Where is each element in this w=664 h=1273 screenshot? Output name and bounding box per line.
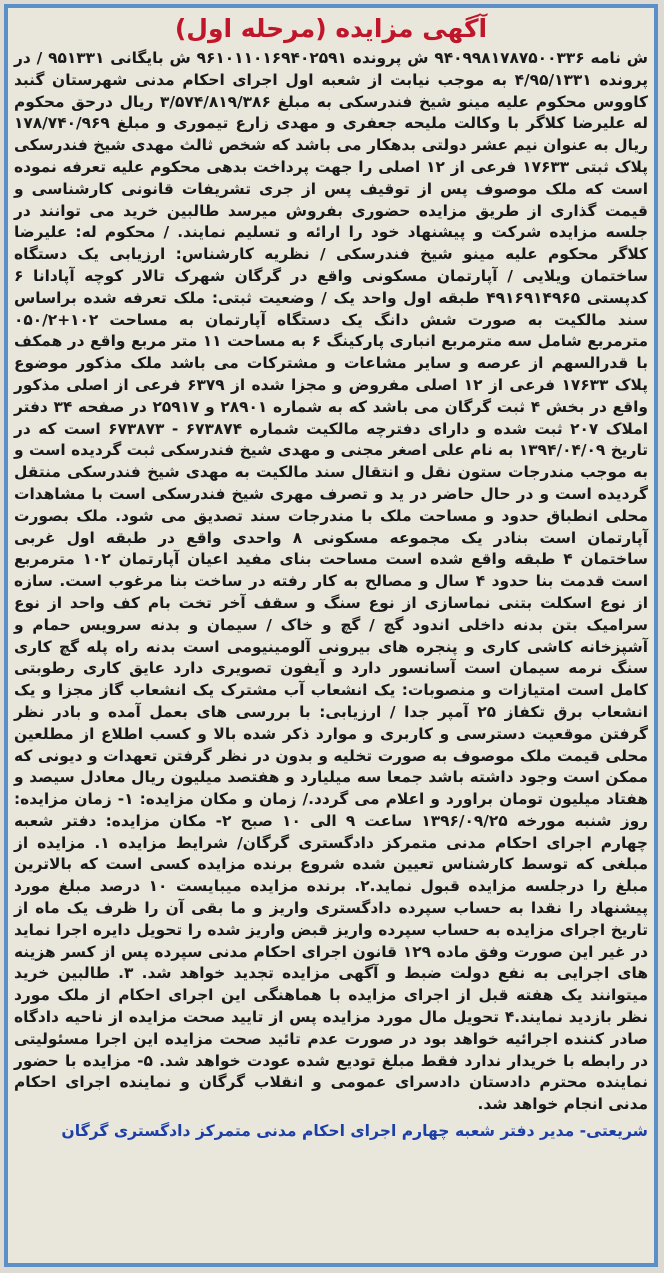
notice-content: [14, 12, 648, 1259]
notice-title: آگهی مزایده (مرحله اول): [174, 14, 488, 43]
notice-signature: شریعتی- مدیر دفتر شعبه چهارم اجرای احکام مدنی متمرکز دادگستری گرگان: [61, 1122, 648, 1141]
notice-frame: [4, 4, 658, 1267]
notice-body: ش نامه ۹۴۰۹۹۸۱۷۸۷۵۰۰۳۳۶ ش پرونده ۹۶۱۰۱۱۰۱۶۹۴۰۲۵۹۱ ش بایگانی ۹۵۱۳۳۱ / در پرونده ۴/۹۵/۱۳۳۱ به موجب نیابت از شعبه اول اجرای احکام مدنی شهرستان گنبد کاووس محکوم علیه مینو شیخ فندرسکی به مبلغ ۳/۵۷۴/۸۱۹/۳۸۶ ریال درحق محکوم له علیرضا کلاگر با وکالت ملیحه جعفری و مهدی زارع تیموری و مبلغ ۱۷۸/۷۴۰/۹۶۹ ریال به عنوان نیم عشر دولتی بدهکار می باشد که شخص ثالث مهدی شیخ فندرسکی پلاک ثبتی ۱۷۶۳۳ فرعی از ۱۲ اصلی را جهت پرداخت بدهی محکوم علیه تعرفه نموده است که ملک موصوف پس از توقیف پس از جری تشریفات قانونی کارشناسی و قیمت گذاری از طریق مزایده حضوری بفروش میرسد طالبین خرید می توانند در جلسه مزایده شرکت و پیشنهاد خود را ارائه و تسلیم نمایند. / محکوم له: علیرضا کلاگر محکوم علیه مینو شیخ فندرسکی / نظریه کارشناس: ارزیابی یک دستگاه ساختمان ویلایی / آپارتمان مسکونی واقع در گرگان شهرک تالار کوچه آپادانا ۶ کدپستی ۴۹۱۶۹۱۴۹۶۵ طبقه اول واحد یک / وضعیت ثبتی: ملک تعرفه شده براساس سند مالکیت به صورت شش دانگ یک دستگاه آپارتمان به مساحت ۱۰۲+۰۵۰/۲ مترمربع شامل سه مترمربع انباری پارکینگ ۶ به مساحت ۱۱ متر مربع واقع در همکف با قدرالسهم از عرصه و سایر مشاعات و مشترکات می باشد ملک مذکور موضوع پلاک ۱۷۶۳۳ فرعی از ۱۲ اصلی مفروض و مجزا شده از ۶۳۷۹ فرعی از اصلی مذکور واقع در بخش ۴ ثبت گرگان می باشد که به شماره ۲۸۹۰۱ و ۲۵۹۱۷ در صفحه ۳۴ دفتر املاک ۲۰۷ ثبت شده و دارای دفترچه مالکیت شماره ۶۷۳۸۷۴ - ۶۷۳۸۷۳ است که در تاریخ ۱۳۹۴/۰۴/۰۹ به نام علی اصغر مجنی و مهدی شیخ فندرسکی ثبت گردیده است و به موجب مندرجات ستون نقل و انتقال سند مالکیت به مهدی شیخ فندرسکی منتقل گردیده است و در حال حاضر در ید و تصرف مهری شیخ فندرسکی است با مشاهدات محلی انطباق حدود و مساحت ملک با مندرجات سند تصدیق می شود. ملک بصورت آپارتمان است بنادر یک مجموعه مسکونی ۸ واحدی واقع در طبقه اول غربی ساختمان ۴ طبقه واقع شده است مساحت بنای مفید اعیان آپارتمان ۱۰۲ مترمربع است قدمت بنا حدود ۴ سال و مصالح به کار رفته در ساخت بنا مرغوب است. سازه از نوع اسکلت بتنی نماسازی از نوع سنگ و سقف آخر تخت بام کف واحد از نوع سرامیک بتن بدنه داخلی اندود گچ / گچ و خاک / سیمان و بدنه سرویس حمام و آشپزخانه کاشی کاری و پنجره های بیرونی آلومینیومی است بدنه راه پله گچ کاری سنگ نرمه سیمان است آسانسور دارد و آیفون تصویری دارد عایق کاری رطوبتی کامل است امتیازات و منصوبات: یک انشعاب آب مشترک یک انشعاب گاز مجزا و یک انشعاب برق تکفاز ۲۵ آمپر جدا / ارزیابی: با بررسی های بعمل آمده و بادر نظر گرفتن موقعیت دسترسی و کاربری و موارد ذکر شده بالا و کسب اطلاع از مطلعین محلی قیمت ملک موصوف به صورت تخلیه و بدون در نظر گرفتن تعهدات و دیونی که ممکن است وجود داشته باشد جمعا سه میلیارد و هفتصد میلیون ریال معادل سیصد و هفتاد میلیون تومان براورد و اعلام می گردد./ زمان و مکان مزایده: ۱- زمان مزایده: روز شنبه مورخه ۱۳۹۶/۰۹/۲۵ ساعت ۹ الی ۱۰ صبح ۲- مکان مزایده: دفتر شعبه چهارم اجرای احکام مدنی متمرکز دادگستری گرگان/ شرایط مزایده ۱. مزایده از مبلغی که توسط کارشناس تعیین شده شروع برنده مزایده کسی است که بالاترین مبلغ را درجلسه مزایده قبول نماید.۲. برنده مزایده میبایست ۱۰ درصد مبلغ مورد پیشنهاد را نقدا به حساب سپرده دادگستری واریز و ما بقی آن را ظرف یک ماه از تاریخ اجرای مزایده به حساب سپرده واریز قبض واریز شده را تحویل دایره اجرا نماید در غیر این صورت وفق ماده ۱۲۹ قانون اجرای احکام مدنی سپرده پس از کسر هزینه های اجرایی به نفع دولت ضبط و آگهی مزایده تجدید خواهد شد. ۳. طالبین خرید میتوانند یک هفته قبل از اجرای مزایده با هماهنگی این اجرای احکام از ملک مورد نظر بازدید نمایند.۴ تحویل مال مورد مزایده پس از تایید صحت مزایده از ناحیه دادگاه صادر کننده اجرائیه خواهد بود در صورت عدم تائید صحت مزایده این اجرا مسئولیتی در رابطه با خریدار ندارد فقط مبلغ تودیع شده عودت خواهد شد. ۵- مزایده با حضور نماینده محترم دادستان دادسرای عمومی و انقلاب گرگان و نماینده اجرای احکام مدنی انجام خواهد شد.: [14, 49, 649, 1114]
